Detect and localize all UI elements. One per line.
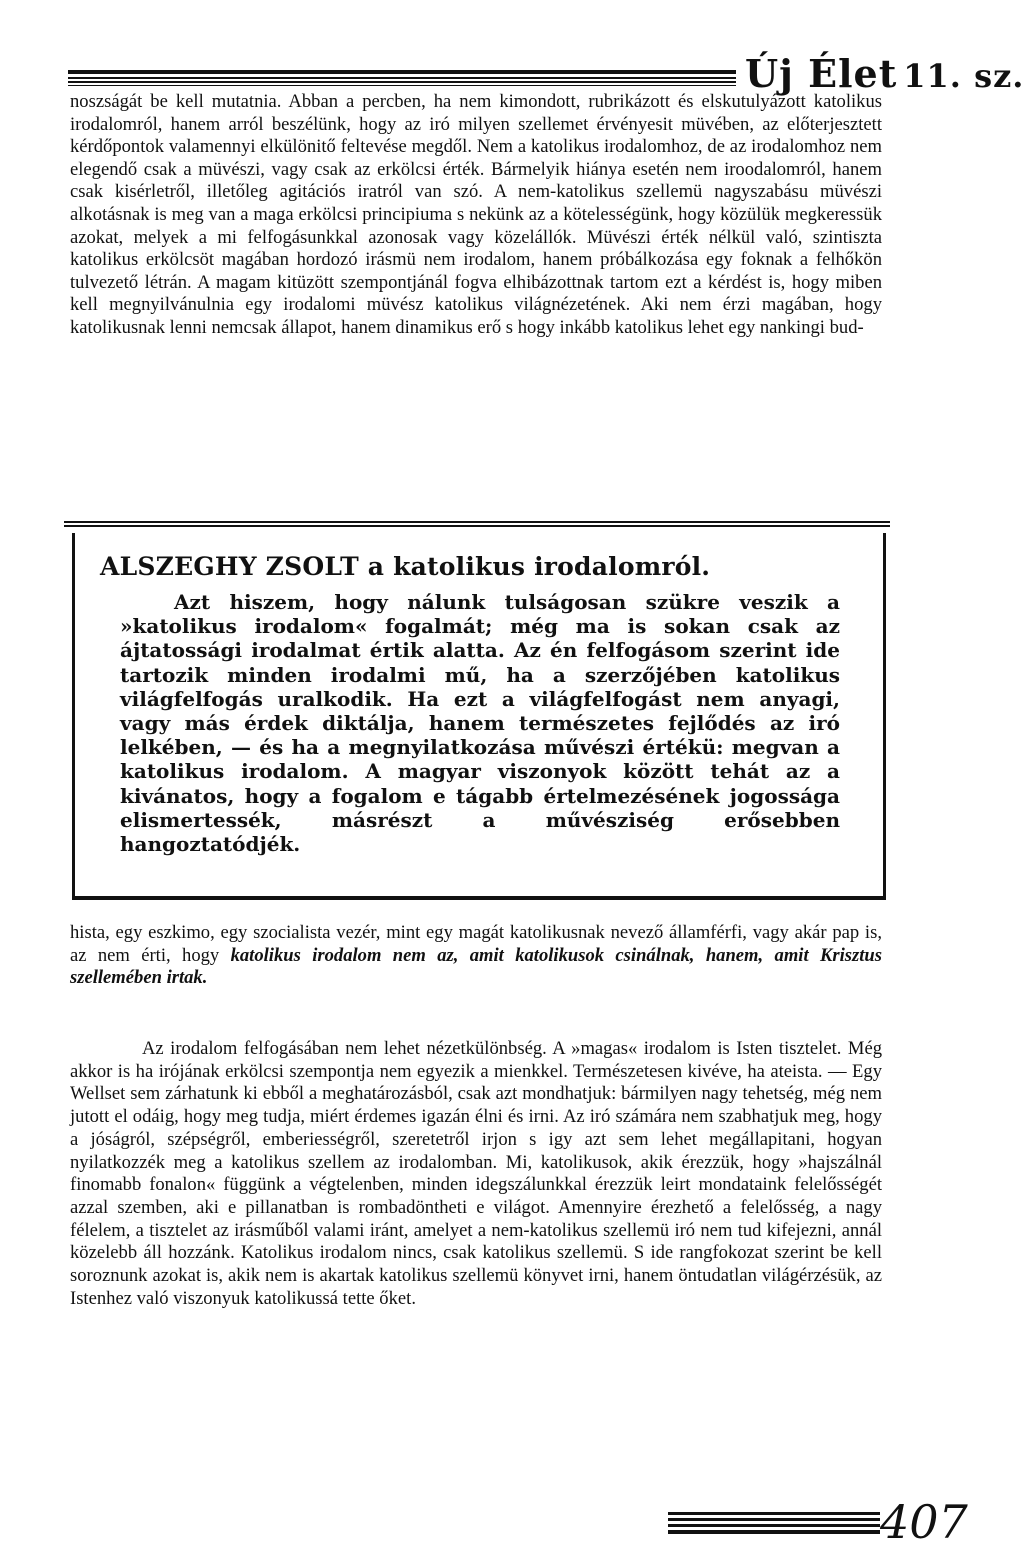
footer-rule [668, 1518, 880, 1521]
footer-rules [668, 1512, 880, 1536]
quote-rule [64, 525, 890, 527]
journal-title: Új Élet [745, 51, 898, 96]
page-number: 407 [880, 1495, 968, 1549]
paragraph-plain-text: hista, egy eszkimo, egy szocialista vezér, mint egy magát katolikusnak nevező államférfi, vagy akár pap is, az nem érti, hogy [70, 922, 882, 966]
quote-heading [100, 551, 870, 583]
paragraph-italic-text: katolikus irodalom nem az, amit katolikusok csinálnak, hanem, amit Krisztus szellemében irtak. [70, 944, 882, 989]
issue-number: 11. sz. [903, 57, 1024, 95]
quote-heading-rest: a katolikus irodalomról. [358, 552, 711, 581]
paragraph-text: Az irodalom felfogásában nem lehet nézetkülönbség. A »magas« irodalom is Isten tisztelet. Még akkor is ha irójának erkölcsi szempontja nem egyezik a mienkkel. Természetesen kivéve, ha ateista. — Egy Wellset sem zárhatunk ki ebből a meghatározásból, csak azt mondhatjuk: bármilyen nagy tehetség, még nem jutott el odáig, hogy meg tudja, miért érdemes igazán élni és irni. Az iró számára nem szabhatjuk meg, hogy a jóságról, szépségről, emberiességről, szeretetről irjon s igy azt sem lehet megállapitani, hogyan nyilatkozzék meg a katolikus szellem az irodalomban. Mi, katolikusok, akik érezzük, hogy »hajszálnál finomabb fonalon« függünk a végtelenben, minden idegszálunkkal érezzük leirt mondataink felelősségét azzal szemben, aki e pillanatban is rombadöntheti e világot. Amennyire érezhető a felelősség, a nagy félelem, a tisztelet az irásműből valami iránt, amelyet a nem-katolikus szellemü iró nem tud kifejezni, annál közelebb áll hozzánk. Katolikus irodalom nincs, csak katolikus szellemü. S ide rangfokozat szerint be kell soroznunk azokat is, akik nem is akartak katolikus szellemü könyvet irni, hanem öntudatlan világérzésük, az Istenhez való viszonyuk katolikussá tette őket. [70, 1038, 882, 1309]
quote-box-top-rules [64, 521, 890, 527]
quote-author: ALSZEGHY ZSOLT [100, 552, 359, 581]
masthead-rule-thin [68, 77, 736, 79]
masthead-rule-thick [68, 70, 736, 74]
quote-text: Azt hiszem, hogy nálunk tulságosan szükre veszik a »katolikus irodalom« fogalmát; még ma is sokan csak az ájtatossági irodalmat értik alatta. Az én felfogásom szerint ide tartozik minden irodalmi mű, ha a szerzőjében katolikus világfelfogás uralkodik. Ha ezt a világfelfogást nem anyagi, vagy más érdek diktálja, hanem természetes fejlődés az iró lelkében, — és ha a megnyilatkozása művészi értékü: megvan a katolikus irodalom. A magyar viszonyok között tehát az a kivánatos, hogy a fogalom e tágabb értelmezésének jogossága elismertessék, másrészt a művésziség erősebben hangoztatódjék. [120, 590, 840, 857]
article-paragraph-middle [70, 922, 882, 990]
masthead-rules [68, 68, 736, 88]
masthead-rule-thin [68, 85, 736, 86]
article-paragraph-top [70, 91, 882, 340]
footer-rule [668, 1530, 880, 1534]
footer-rule [668, 1512, 880, 1515]
paragraph-text [70, 922, 882, 990]
footer-rule [668, 1524, 880, 1527]
masthead-rule-thin [68, 81, 736, 83]
paragraph-text: noszságát be kell mutatnia. Abban a percben, ha nem kimondott, rubrikázott és elskutulyázott katolikus irodalomról, hanem arról beszélünk, hogy az iró milyen szellemet érvényesit müvében, az előterjesztett kérdőpontok valamennyi elkülönitő feltevése megdől. Nem a katolikus irodalomhoz, de az irodalomhoz nem elegendő csak a müvészi, vagy csak az erkölcsi érték. Bármelyik hiánya esetén nem iroodalomról, hanem csak kisérletről, illetőleg agitációs iratról van szó. A nem-katolikus szellemü nagyszabásu müvészi alkotásnak is meg van a maga erkölcsi principiuma s nekünk az a kötelességünk, hogy közülük megkeressük azokat, melyek a mi felfogásunkkal azonosak vagy közelállók. Müvészi érték nélkül való, szintiszta katolikus erkölcsöt magában hordozó irásmü nem irodalom, hanem próbálkozása egy foknak a felhőkön tulvezető létrán. A magam kitüzött szempontjánál fogva elhibázottnak tartom ezt a kérdést is, hogy miben kell megnyilvánulnia egy irodalomi müvész katolikus világnézetének. Aki nem érzi magában, hogy katolikusnak lenni nemcsak állapot, hanem dinamikus erő s hogy inkább katolikus lehet egy nankingi bud- [70, 91, 882, 338]
article-paragraph-bottom [70, 1038, 882, 1310]
quote-rule [64, 521, 890, 523]
